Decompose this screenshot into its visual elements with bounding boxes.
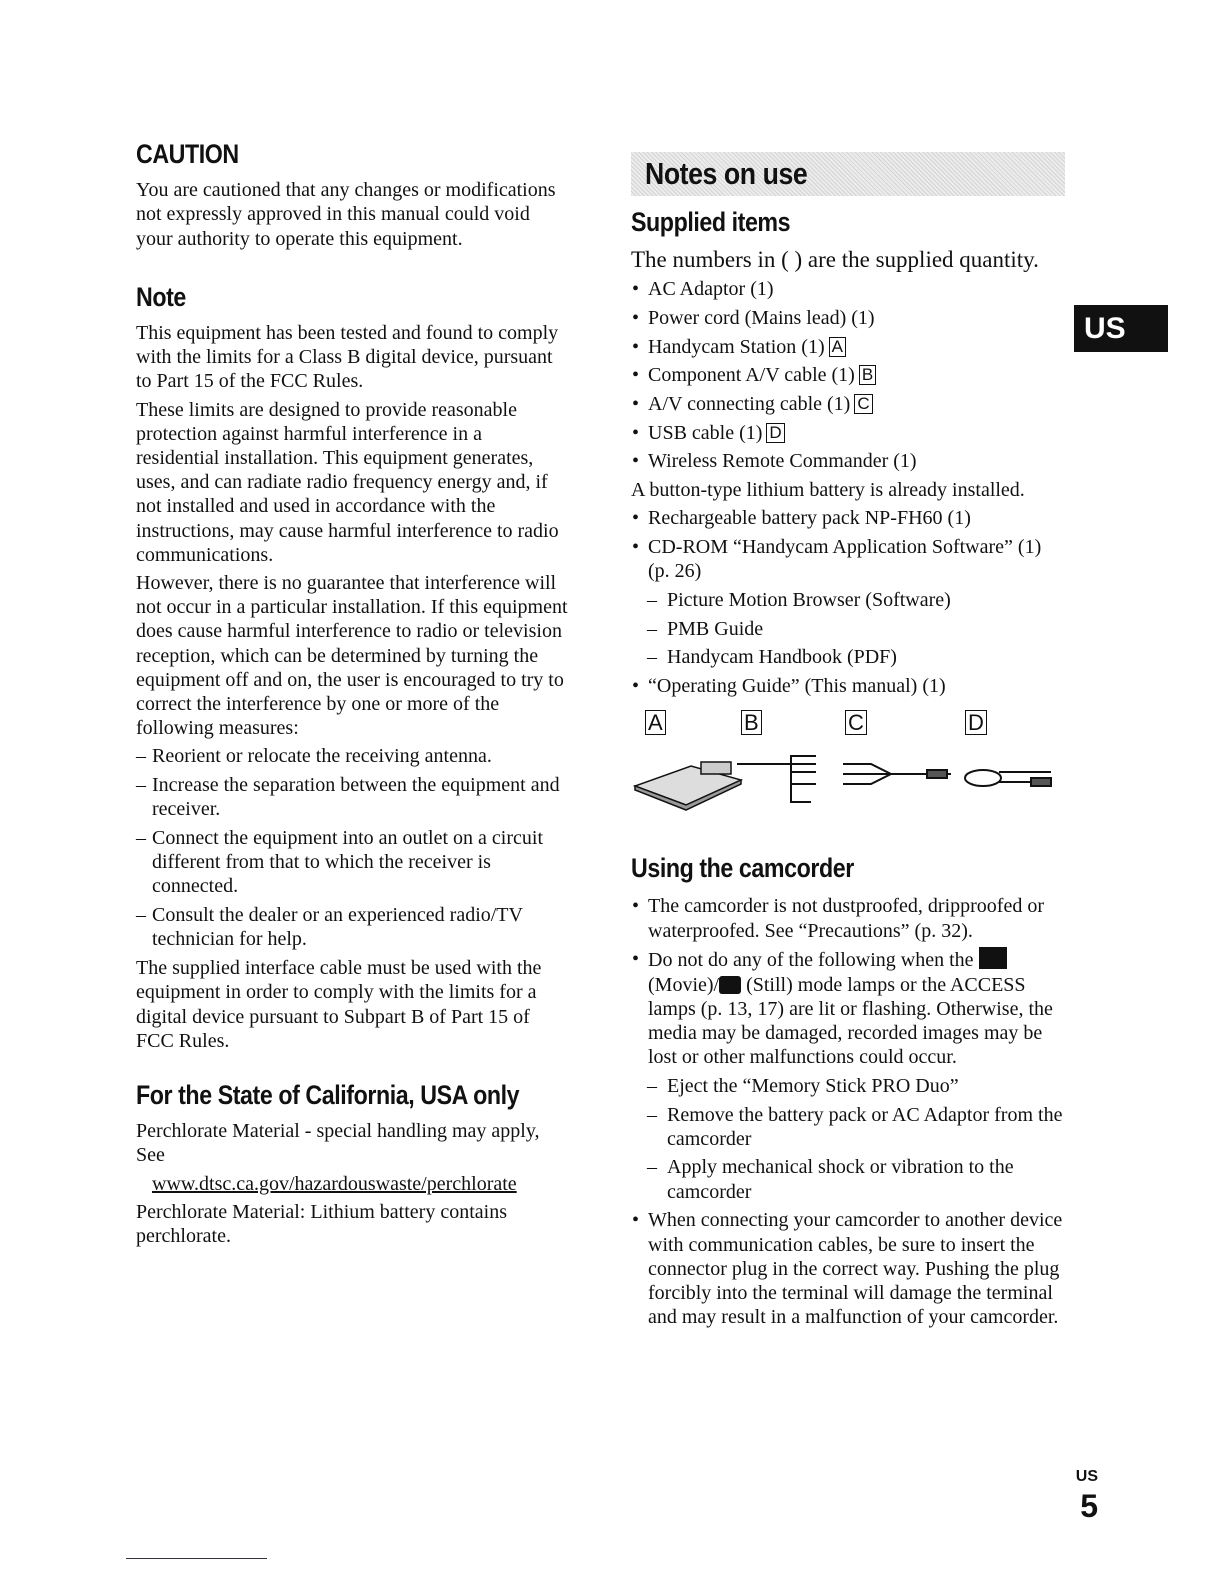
item-text: Wireless Remote Commander (1): [648, 450, 917, 473]
list-item: – Increase the separation between the equipment and receiver.: [136, 773, 568, 821]
figure-label-b: B: [741, 710, 762, 735]
note-closing: The supplied interface cable must be used with the equipment in order to comply with the limits for a digital device pursuant to Subpart B of Part 15 of FCC Rules.: [136, 957, 542, 1052]
list-item: [631, 363, 1063, 387]
measures-list: [136, 744, 568, 951]
note-paragraph: This equipment has been tested and found to comply with the limits for a Class B digital device, pursuant to Part 15 of the FCC Rules.: [136, 322, 559, 393]
supplied-intro: The numbers in ( ) are the supplied quantity.: [631, 247, 1039, 273]
right-column: [631, 207, 1063, 1334]
caution-text: You are cautioned that any changes or modifications not expressly approved in this manual could void your authority to operate this equipment.: [136, 179, 556, 250]
california-text-2: Perchlorate Material: Lithium battery contains perchlorate.: [136, 1200, 507, 1247]
list-item: • Rechargeable battery pack NP-FH60 (1): [631, 506, 1063, 530]
caution-heading: CAUTION: [136, 139, 239, 169]
list-item: [631, 335, 1063, 359]
list-item: • The camcorder is not dustproofed, dripproofed or waterproofed. See “Precautions” (p. 32).: [631, 894, 1063, 942]
list-item: – Connect the equipment into an outlet on a circuit different from that to which the receiver is connected.: [136, 826, 568, 899]
list-item: • CD-ROM “Handycam Application Software” (1) (p. 26): [631, 535, 1063, 583]
supplied-heading: Supplied items: [631, 207, 791, 237]
battery-note: A button-type lithium battery is already installed.: [631, 479, 1025, 502]
page-number: 5: [1080, 1488, 1098, 1524]
list-item: [631, 306, 1063, 330]
list-item: [631, 392, 1063, 416]
item-text: USB cable (1): [648, 421, 763, 444]
figure-label-d: D: [965, 710, 987, 735]
still-camera-icon: [719, 976, 741, 994]
usb-cable-icon: [965, 770, 1051, 786]
using-heading: Using the camcorder: [631, 853, 854, 884]
note-heading: Note: [136, 281, 186, 312]
note-paragraph: However, there is no guarantee that interference will not occur in a particular installation. If this equipment does cause harmful interference to radio or television reception, which can be determined by turning the equipment off and on, the user is encouraged to try to correct the interference by one or more of the following measures:: [136, 572, 568, 740]
list-item: • “Operating Guide” (This manual) (1): [631, 674, 1063, 698]
list-item: [631, 421, 1063, 445]
text: (Movie)/: [648, 973, 720, 996]
item-text: A/V connecting cable (1): [648, 393, 851, 416]
accessories-illustration: [631, 750, 1063, 820]
item-text: Power cord (Mains lead) (1): [648, 306, 875, 329]
perchlorate-link[interactable]: www.dtsc.ca.gov/hazardouswaste/perchlorate: [152, 1172, 517, 1195]
text: (Still) mode lamps or the ACCESS lamps (p. 13, 17) are lit or flashing. Otherwise, the media may be damaged, recorded images may be lost or other malfunctions could occur.: [648, 973, 1053, 1069]
figure-ref-badge: C: [854, 394, 872, 414]
footer-rule: [126, 1558, 267, 1559]
list-item: – Eject the “Memory Stick PRO Duo”: [631, 1074, 1063, 1098]
component-av-cable-icon: [737, 756, 816, 802]
list-item: – PMB Guide: [631, 617, 1063, 641]
av-connecting-cable-icon: [843, 764, 951, 784]
supplied-list: [631, 277, 1063, 473]
figure-ref-badge: A: [829, 337, 846, 357]
list-item: – Remove the battery pack or AC Adaptor from the camcorder: [631, 1103, 1063, 1151]
item-text: Component A/V cable (1): [648, 364, 855, 387]
figure-label-c: C: [845, 710, 867, 735]
supplied-figure: [631, 706, 1063, 846]
list-item: – Apply mechanical shock or vibration to the camcorder: [631, 1155, 1063, 1203]
footer-region: US: [1075, 1468, 1098, 1485]
list-item: – Consult the dealer or an experienced radio/TV technician for help.: [136, 903, 568, 951]
using-list: [631, 894, 1063, 1329]
supplied-list-2: [631, 506, 1063, 698]
list-item: [631, 277, 1063, 301]
left-column: [136, 139, 568, 1252]
california-heading: For the State of California, USA only: [136, 1079, 520, 1110]
item-text: AC Adaptor (1): [648, 278, 774, 301]
list-item: – Reorient or relocate the receiving antenna.: [136, 744, 568, 768]
list-item: [631, 947, 1063, 1069]
list-item: • When connecting your camcorder to another device with communication cables, be sure to insert the connector plug in the correct way. Pushing the plug forcibly into the terminal will damage the terminal and may result in a malfunction of your camcorder.: [631, 1208, 1063, 1329]
figure-ref-badge: B: [859, 365, 876, 385]
item-text: Handycam Station (1): [648, 335, 825, 358]
handycam-station-icon: [635, 762, 741, 810]
note-paragraph: These limits are designed to provide reasonable protection against harmful interference in a residential installation. This equipment generates, uses, and can radiate radio frequency energy and, if not installed and used in accordance with the instructions, may cause harmful interference to radio communications.: [136, 398, 559, 566]
text: Do not do any of the following when the: [648, 949, 974, 972]
language-tab: US: [1074, 305, 1168, 352]
list-item: – Picture Motion Browser (Software): [631, 588, 1063, 612]
california-text: Perchlorate Material - special handling may apply, See: [136, 1120, 540, 1167]
figure-label-a: A: [645, 710, 666, 735]
figure-ref-badge: D: [766, 423, 784, 443]
section-title: Notes on use: [645, 156, 808, 191]
movie-mode-icon: [979, 947, 1007, 969]
list-item: [631, 449, 1063, 473]
list-item: – Handycam Handbook (PDF): [631, 645, 1063, 669]
